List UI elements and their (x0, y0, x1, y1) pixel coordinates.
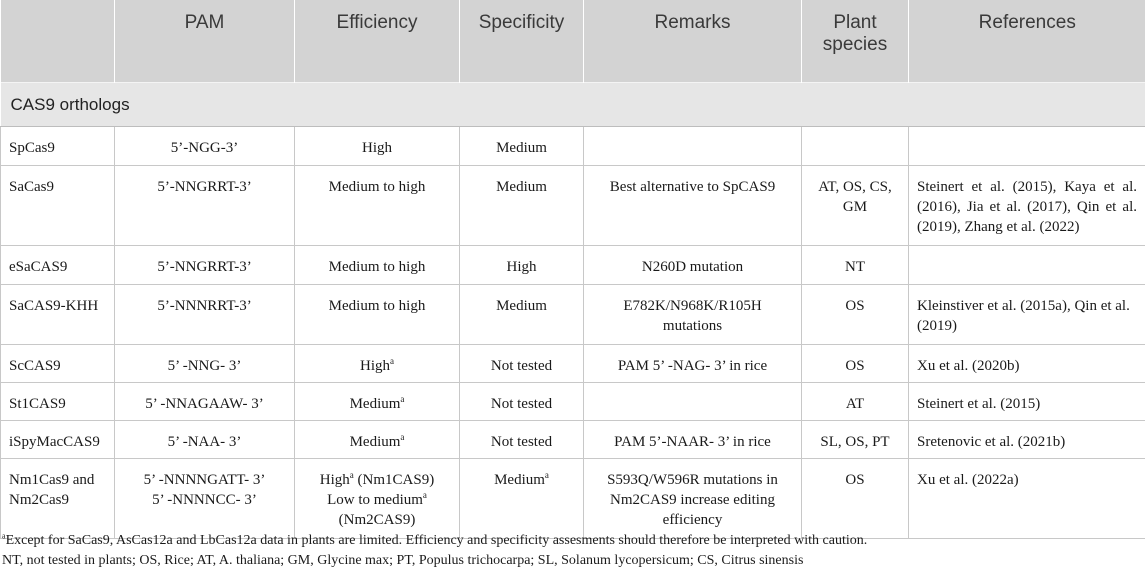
cell-efficiency (295, 166, 460, 246)
cell-efficiency (295, 127, 460, 166)
cell-specificity (460, 246, 584, 285)
specificity-text: Medium (496, 179, 547, 195)
header-plant-species: Plant species (802, 0, 909, 83)
cell-name: eSaCAS9 (1, 246, 115, 285)
efficiency-line (303, 490, 451, 510)
efficiency-text: High (362, 140, 392, 156)
cell-references: Xu et al. (2022a) (909, 459, 1145, 539)
efficiency-qualifier: (Nm1CAS9) (354, 472, 434, 488)
footnote-marker: a (2, 531, 6, 540)
section-label: CAS9 orthologs (1, 83, 1145, 127)
header-specificity: Specificity (460, 0, 584, 83)
efficiency-qualifier: (Nm2CAS9) (303, 510, 451, 530)
cell-specificity (460, 459, 584, 539)
efficiency-text: Low to medium (327, 492, 423, 508)
cell-specificity (460, 421, 584, 459)
specificity-text: Medium (496, 298, 547, 314)
cell-specificity (460, 383, 584, 421)
cell-efficiency (295, 459, 460, 539)
specificity-text: High (507, 259, 537, 275)
cell-name: St1CAS9 (1, 383, 115, 421)
table-row (1, 127, 1145, 166)
specificity-text: Not tested (491, 396, 552, 412)
cell-name: SpCas9 (1, 127, 115, 166)
section-row (1, 83, 1145, 127)
specificity-text: Medium (494, 472, 545, 488)
cell-name: iSpyMacCAS9 (1, 421, 115, 459)
cell-name: SaCAS9-KHH (1, 285, 115, 345)
cell-efficiency (295, 246, 460, 285)
efficiency-text: High (360, 358, 390, 374)
footnote-marker: a (350, 470, 354, 480)
cell-references: Xu et al. (2020b) (909, 345, 1145, 383)
cell-species: OS (802, 459, 909, 539)
specificity-text: Medium (496, 140, 547, 156)
table-row (1, 421, 1145, 459)
cell-pam: 5’-NGG-3’ (115, 127, 295, 166)
cell-references: Kleinstiver et al. (2015a), Qin et al. (2019) (909, 285, 1145, 345)
table-row (1, 459, 1145, 539)
cell-pam: 5’-NNNRRT-3’ (115, 285, 295, 345)
footnote-a-text: Except for SaCas9, AsCas12a and LbCas12a data in plants are limited. Efficiency and specificity assesments should therefore be interpreted with caution. (6, 533, 868, 548)
footnote-marker: a (400, 432, 404, 442)
header-pam: PAM (115, 0, 295, 83)
efficiency-text: Medium (350, 434, 401, 450)
footnote-a (2, 531, 1142, 551)
cell-efficiency (295, 383, 460, 421)
footnote-marker: a (400, 394, 404, 404)
cell-references (909, 246, 1145, 285)
cell-specificity (460, 285, 584, 345)
cell-name: SaCas9 (1, 166, 115, 246)
table-row (1, 345, 1145, 383)
footnote-marker: a (423, 490, 427, 500)
cell-species (802, 127, 909, 166)
cell-specificity (460, 345, 584, 383)
cell-species: AT, OS, CS, GM (802, 166, 909, 246)
cell-remarks: Best alternative to SpCAS9 (584, 166, 802, 246)
header-remarks: Remarks (584, 0, 802, 83)
footnote-abbreviations: NT, not tested in plants; OS, Rice; AT, A. thaliana; GM, Glycine max; PT, Populus trichocarpa; SL, Solanum lycopersicum; CS, Citrus sinensis (2, 551, 1142, 571)
efficiency-text: Medium to high (329, 259, 426, 275)
pam-line: 5’ -NNNNCC- 3’ (123, 490, 286, 510)
cell-references: Sretenovic et al. (2021b) (909, 421, 1145, 459)
cell-specificity (460, 166, 584, 246)
specificity-text: Not tested (491, 434, 552, 450)
header-efficiency: Efficiency (295, 0, 460, 83)
cell-species: NT (802, 246, 909, 285)
cell-remarks: E782K/N968K/R105H mutations (584, 285, 802, 345)
cell-pam: 5’ -NAA- 3’ (115, 421, 295, 459)
footnote-marker: a (390, 356, 394, 366)
cell-remarks: S593Q/W596R mutations in Nm2CAS9 increase editing efficiency (584, 459, 802, 539)
table-footnotes (2, 531, 1142, 571)
cell-species: OS (802, 345, 909, 383)
cell-species: OS (802, 285, 909, 345)
efficiency-text: Medium to high (329, 179, 426, 195)
efficiency-line (303, 470, 451, 490)
cell-species: AT (802, 383, 909, 421)
table-row (1, 246, 1145, 285)
table-row (1, 285, 1145, 345)
pam-line: 5’ -NNNNGATT- 3’ (123, 470, 286, 490)
cell-pam: 5’-NNGRRT-3’ (115, 166, 295, 246)
cell-remarks: PAM 5’ -NAG- 3’ in rice (584, 345, 802, 383)
cell-pam (115, 459, 295, 539)
cell-references: Steinert et al. (2015), Kaya et al. (2016), Jia et al. (2017), Qin et al. (2019), Zhang et al. (2022) (909, 166, 1145, 246)
efficiency-text: Medium to high (329, 298, 426, 314)
cell-remarks (584, 127, 802, 166)
cell-pam: 5’-NNGRRT-3’ (115, 246, 295, 285)
cell-name: ScCAS9 (1, 345, 115, 383)
cell-efficiency (295, 285, 460, 345)
cell-efficiency (295, 421, 460, 459)
header-blank (1, 0, 115, 83)
specificity-text: Not tested (491, 358, 552, 374)
cell-species: SL, OS, PT (802, 421, 909, 459)
cell-name: Nm1Cas9 and Nm2Cas9 (1, 459, 115, 539)
cell-remarks: N260D mutation (584, 246, 802, 285)
cell-specificity (460, 127, 584, 166)
table-row (1, 383, 1145, 421)
efficiency-text: Medium (350, 396, 401, 412)
header-row (1, 0, 1145, 83)
efficiency-text: High (320, 472, 350, 488)
cell-pam: 5’ -NNAGAAW- 3’ (115, 383, 295, 421)
header-references: References (909, 0, 1145, 83)
cell-pam: 5’ -NNG- 3’ (115, 345, 295, 383)
cell-references: Steinert et al. (2015) (909, 383, 1145, 421)
cell-remarks: PAM 5’-NAAR- 3’ in rice (584, 421, 802, 459)
footnote-marker: a (545, 470, 549, 480)
cell-remarks (584, 383, 802, 421)
cell-efficiency (295, 345, 460, 383)
cell-references (909, 127, 1145, 166)
table-row (1, 166, 1145, 246)
